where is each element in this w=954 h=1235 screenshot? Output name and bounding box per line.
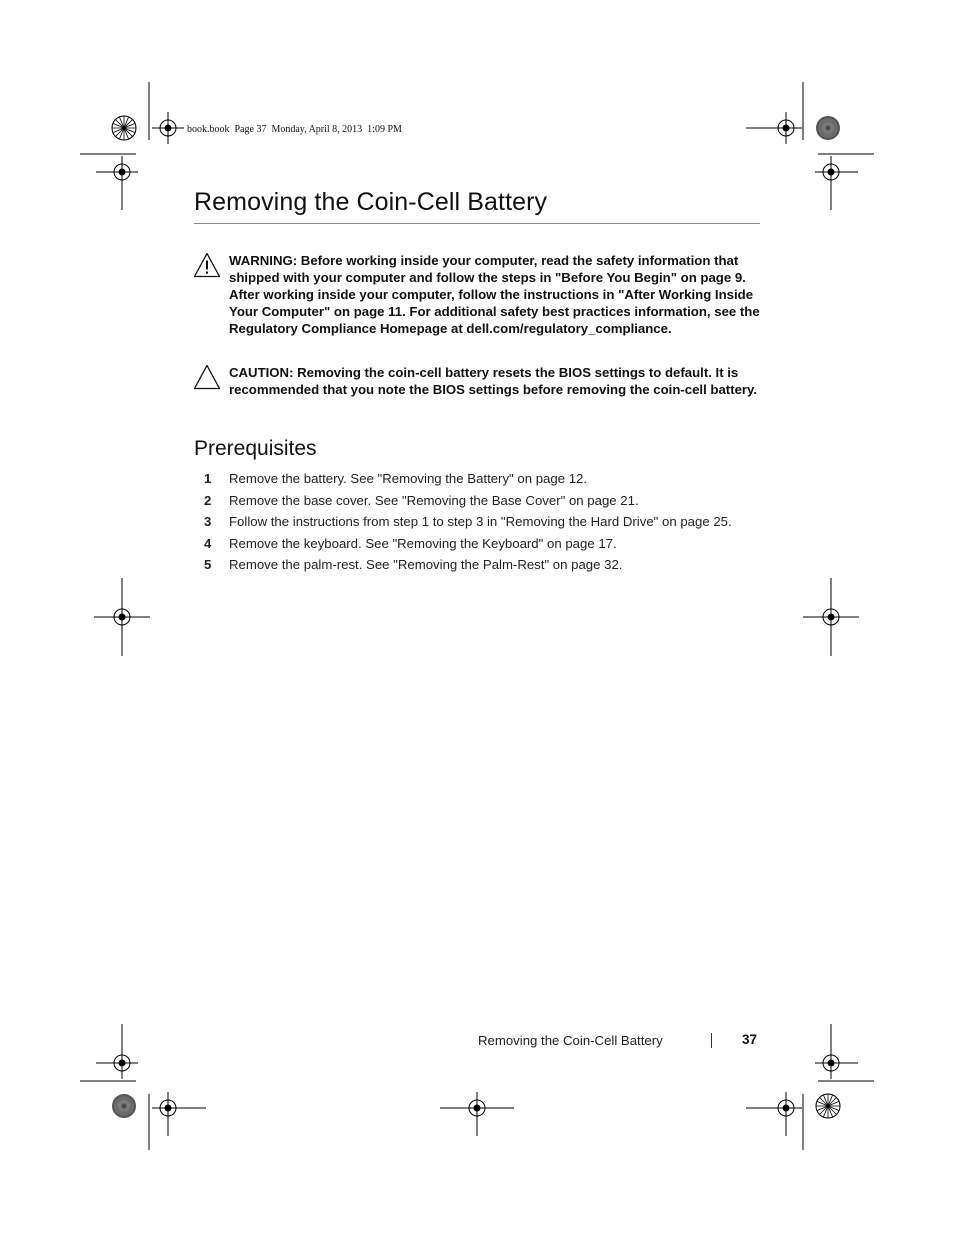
step-text: Remove the base cover. See "Removing the Base Cover" on page 21. (229, 492, 639, 508)
caution-notice (193, 364, 763, 398)
step-text: Follow the instructions from step 1 to step 3 in "Removing the Hard Drive" on page 25. (229, 514, 732, 529)
warning-triangle-icon (193, 252, 221, 278)
step-text: Remove the keyboard. See "Removing the Keyboard" on page 17. (229, 535, 617, 551)
step-number: 1 (204, 471, 212, 486)
page-number: 37 (742, 1032, 758, 1047)
print-slug-line: book.book Page 37 Monday, April 8, 2013 1:09 PM (187, 124, 402, 135)
prerequisites-heading: Prerequisites (194, 437, 317, 460)
title-divider (194, 223, 760, 224)
step-number: 2 (204, 492, 212, 508)
footer-section-title: Removing the Coin-Cell Battery (478, 1033, 663, 1048)
registration-marks-middle (94, 578, 859, 656)
prerequisites-list (200, 470, 740, 578)
list-item (200, 492, 740, 510)
list-item (200, 470, 740, 488)
list-item (200, 535, 740, 553)
caution-triangle-icon (193, 364, 221, 390)
caution-text: CAUTION: Removing the coin-cell battery resets the BIOS settings to default. It is recommended that you note the BIOS settings before removing the coin-cell battery. (229, 365, 758, 397)
list-item (200, 513, 740, 531)
step-text: Remove the battery. See "Removing the Battery" on page 12. (229, 471, 588, 486)
page-title: Removing the Coin-Cell Battery (194, 188, 548, 216)
step-number: 3 (204, 514, 212, 529)
step-number: 5 (204, 557, 212, 572)
warning-notice (193, 252, 763, 337)
step-text: Remove the palm-rest. See "Removing the Palm-Rest" on page 32. (229, 557, 623, 572)
step-number: 4 (204, 535, 212, 551)
list-item (200, 556, 740, 574)
footer-divider (711, 1033, 712, 1048)
warning-text: WARNING: Before working inside your computer, read the safety information that shipped with your computer and follow the steps in "Before You Begin" on page 9. After working inside your computer, follow the instructions in "After Working Inside Your Computer" on page 11. For additional safety best practices information, see the Regulatory Compliance Homepage at dell.com/regulatory_compliance. (229, 253, 760, 336)
